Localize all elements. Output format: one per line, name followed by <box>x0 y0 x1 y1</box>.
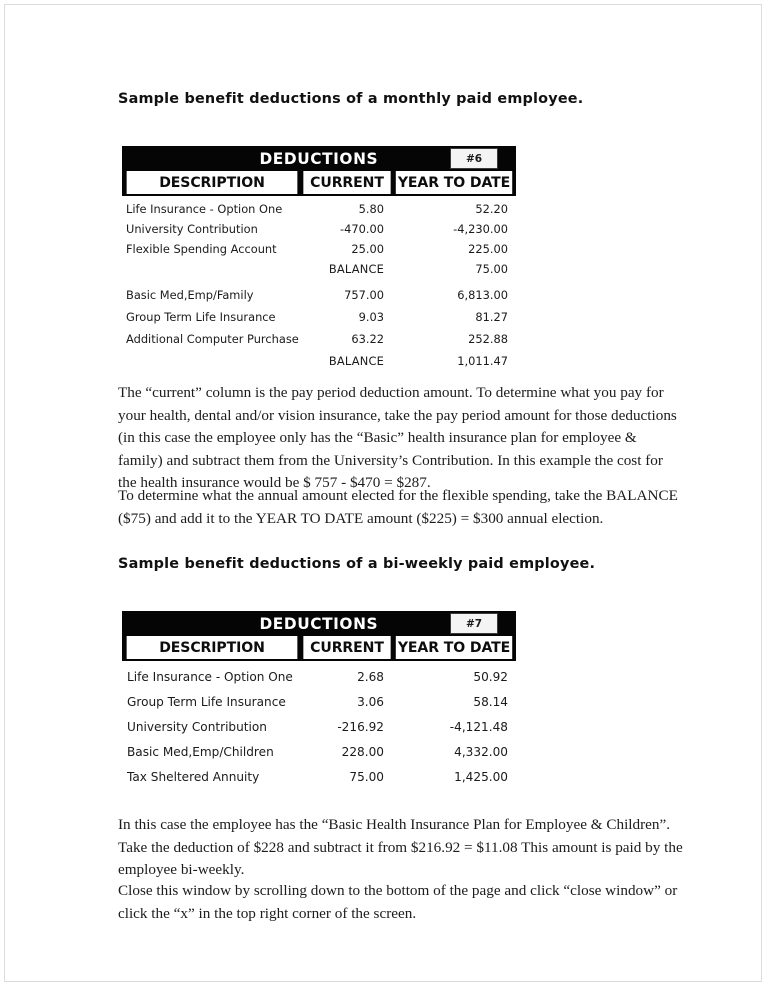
table-row <box>122 739 516 764</box>
cell-description: Group Term Life Insurance <box>127 694 286 709</box>
table-column-headers-monthly <box>122 171 516 196</box>
cell-year-to-date: 225.00 <box>468 242 508 256</box>
heading-monthly-sample: Sample benefit deductions of a monthly paid employee. <box>118 91 584 107</box>
cell-current: 9.03 <box>358 310 384 324</box>
banner-title: DEDUCTIONS <box>259 149 379 168</box>
paragraph-flexible-spending: To determine what the annual amount elected for the flexible spending, take the BALANCE ($75) and add it to the YEAR TO DATE amount ($225) = $300 annual election. <box>118 487 678 527</box>
banner-title: DEDUCTIONS <box>259 614 379 633</box>
cell-year-to-date: 6,813.00 <box>457 288 508 302</box>
column-header-current: CURRENT <box>303 636 390 659</box>
cell-current: 228.00 <box>341 744 384 759</box>
paragraph-current-column: The “current” column is the pay period deduction amount. To determine what you pay for your health, dental and/or vision insurance, take the pay period amount for those deductions (in this case the employee only has the “Basic” health insurance plan for employee & family) and subtract them from the University’s Contribution. In this example the cost for the health insurance would be $ 757 - $470 = $287. <box>118 384 677 491</box>
cell-description: University Contribution <box>126 222 258 236</box>
cell-description: Life Insurance - Option One <box>126 202 283 216</box>
cell-current: BALANCE <box>328 354 384 368</box>
table-row <box>122 664 516 689</box>
table-row <box>122 307 516 327</box>
table-column-headers-biweekly <box>122 636 516 661</box>
table-row <box>122 199 516 219</box>
table-body-biweekly <box>122 661 516 789</box>
table-number-badge: #6 <box>450 148 498 169</box>
cell-current: 757.00 <box>344 288 384 302</box>
paragraph-biweekly-example: In this case the employee has the “Basic Health Insurance Plan for Employee & Children”. Take the deduction of $228 and subtract it from $216.92 = $11.08 This amount is paid by the employee bi-weekly. <box>118 816 683 878</box>
cell-year-to-date: 81.27 <box>475 310 508 324</box>
cell-year-to-date: 52.20 <box>475 202 508 216</box>
table-row <box>122 764 516 789</box>
table-banner-monthly <box>122 146 516 171</box>
column-header-year-to-date: YEAR TO DATE <box>396 636 512 659</box>
cell-description: Life Insurance - Option One <box>127 669 293 684</box>
deductions-table-biweekly <box>122 611 516 789</box>
cell-year-to-date: -4,121.48 <box>449 719 508 734</box>
cell-current: -216.92 <box>337 719 384 734</box>
cell-current: BALANCE <box>328 262 384 276</box>
table-row-balance <box>122 259 516 279</box>
table-banner-biweekly <box>122 611 516 636</box>
heading-biweekly-sample: Sample benefit deductions of a bi-weekly paid employee. <box>118 556 596 572</box>
cell-description: Basic Med,Emp/Family <box>126 288 254 302</box>
cell-year-to-date: 1,425.00 <box>454 769 508 784</box>
cell-current: 2.68 <box>357 669 384 684</box>
cell-description: Group Term Life Insurance <box>126 310 276 324</box>
cell-current: 75.00 <box>349 769 384 784</box>
cell-current: 5.80 <box>358 202 384 216</box>
cell-year-to-date: -4,230.00 <box>453 222 508 236</box>
table-row <box>122 329 516 349</box>
cell-current: 25.00 <box>351 242 384 256</box>
table-row <box>122 219 516 239</box>
cell-description: Tax Sheltered Annuity <box>127 769 260 784</box>
column-header-description: DESCRIPTION <box>127 171 298 194</box>
column-header-current: CURRENT <box>303 171 390 194</box>
cell-description: Basic Med,Emp/Children <box>127 744 274 759</box>
cell-current: -470.00 <box>340 222 384 236</box>
table-body-monthly <box>122 196 516 371</box>
deductions-table-monthly <box>122 146 516 371</box>
cell-year-to-date: 4,332.00 <box>454 744 508 759</box>
table-row <box>122 239 516 259</box>
table-row <box>122 285 516 305</box>
table-row <box>122 689 516 714</box>
cell-description: University Contribution <box>127 719 267 734</box>
cell-year-to-date: 252.88 <box>468 332 508 346</box>
cell-year-to-date: 75.00 <box>475 262 508 276</box>
table-number-badge: #7 <box>450 613 498 634</box>
cell-description: Additional Computer Purchase <box>126 332 299 346</box>
cell-current: 3.06 <box>357 694 384 709</box>
cell-current: 63.22 <box>351 332 384 346</box>
document-page <box>4 4 762 982</box>
cell-year-to-date: 50.92 <box>473 669 508 684</box>
column-header-description: DESCRIPTION <box>127 636 298 659</box>
cell-year-to-date: 1,011.47 <box>457 354 508 368</box>
table-row <box>122 714 516 739</box>
table-row-balance <box>122 351 516 371</box>
cell-year-to-date: 58.14 <box>473 694 508 709</box>
column-header-year-to-date: YEAR TO DATE <box>396 171 512 194</box>
cell-description: Flexible Spending Account <box>126 242 277 256</box>
paragraph-close-window: Close this window by scrolling down to the bottom of the page and click “close window” or click the “x” in the top right corner of the screen. <box>118 882 678 922</box>
